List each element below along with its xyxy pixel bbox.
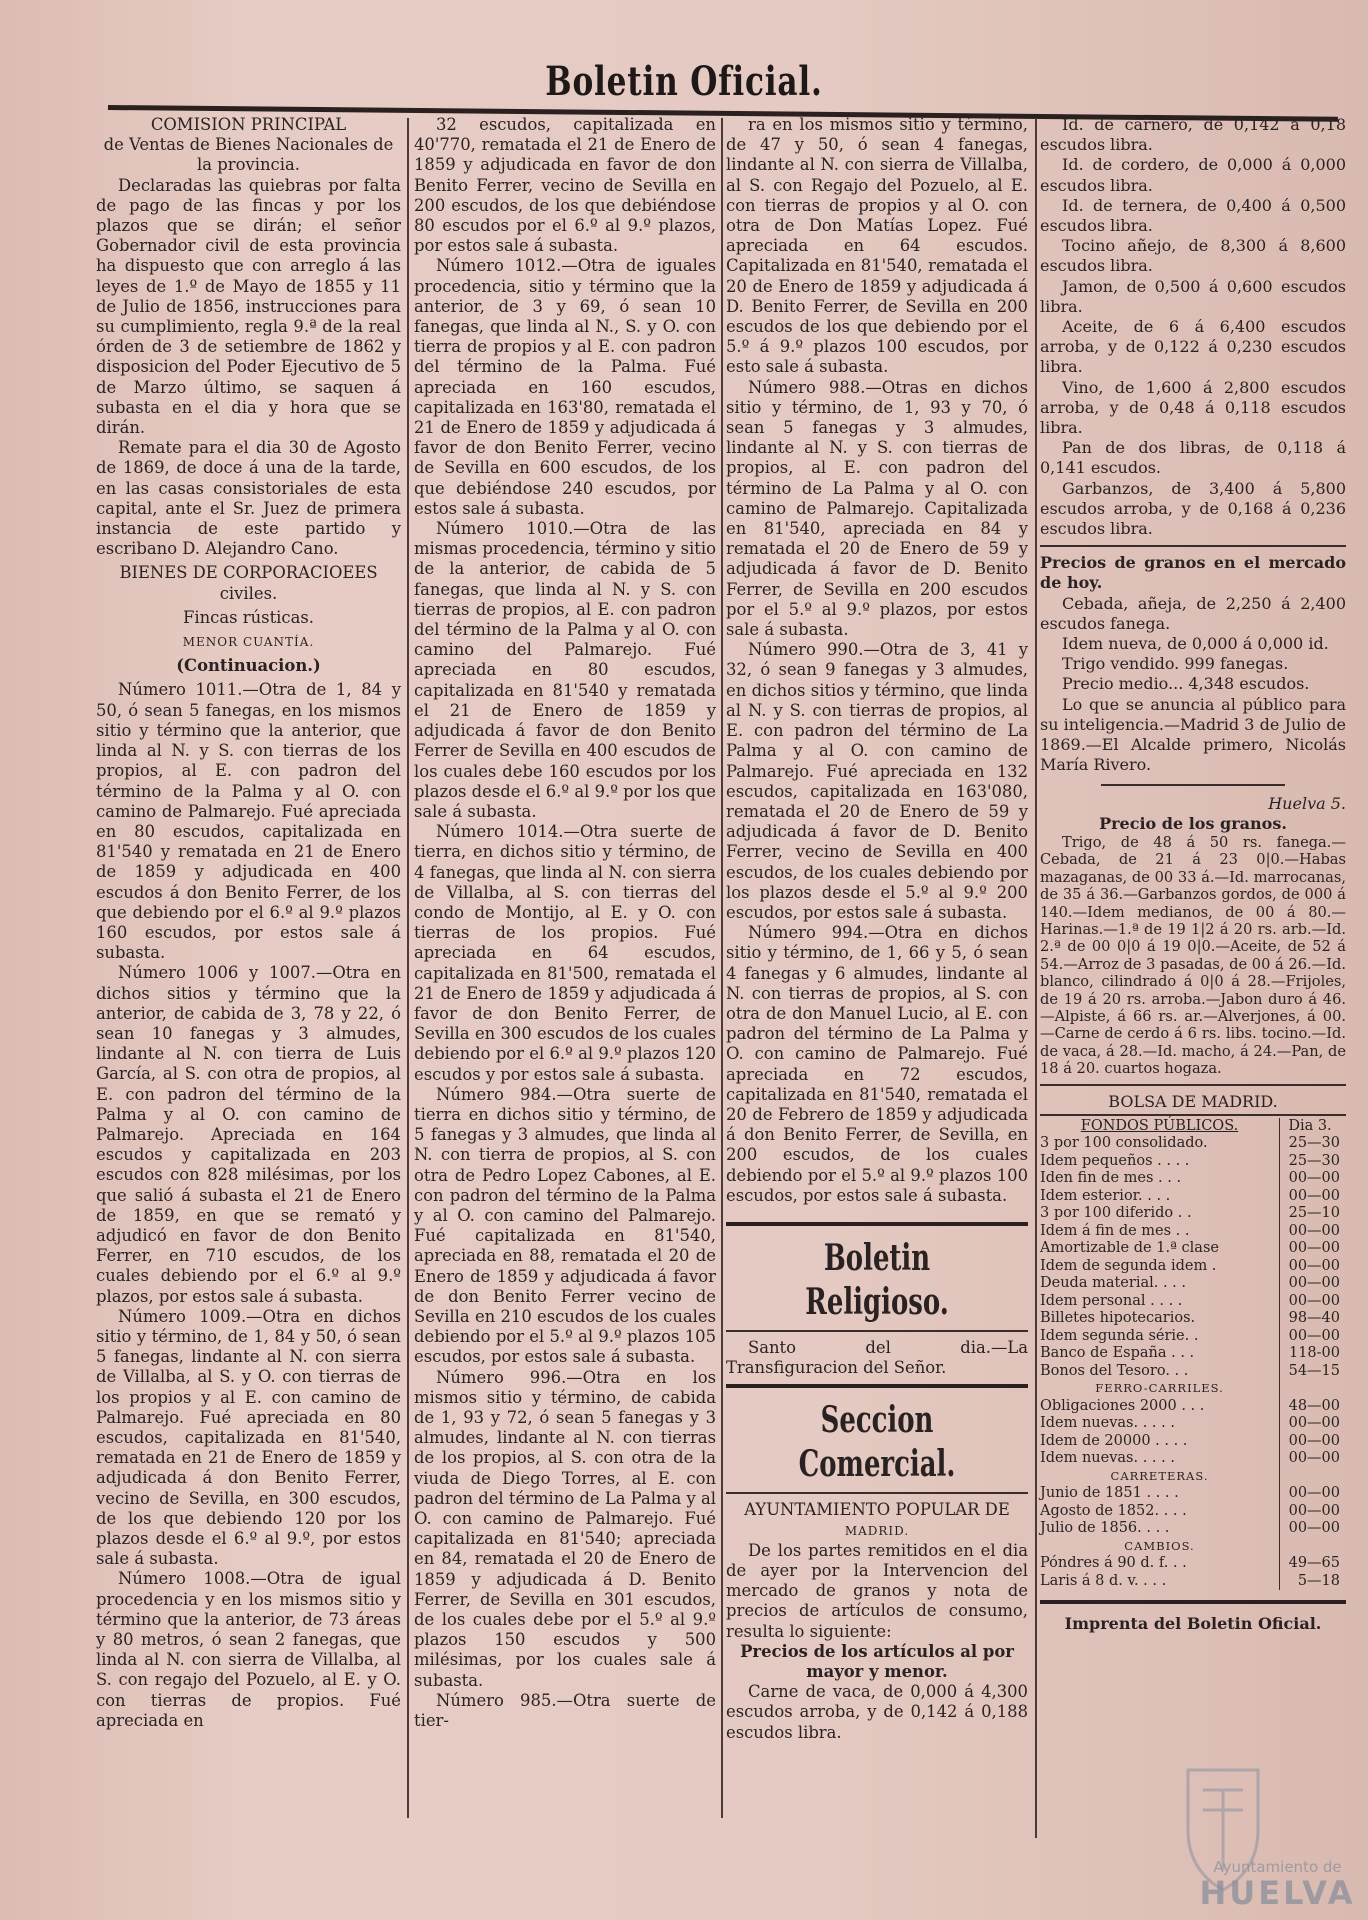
section-subheading: MADRID. (844, 1523, 910, 1538)
section-rule (726, 1222, 1028, 1226)
table-cell: 3 por 100 consolidado. (1040, 1135, 1208, 1152)
section-heading: AYUNTAMIENTO POPULAR DE (744, 1500, 1010, 1520)
table-cell: Amortizable de 1.ª clase (1040, 1240, 1219, 1257)
table-cell: Idem de segunda idem . (1040, 1257, 1217, 1274)
section-rule (726, 1492, 1028, 1494)
watermark-text (1195, 1858, 1360, 1910)
table-cell: 48—00 (1280, 1398, 1347, 1416)
column-1 (96, 115, 401, 1731)
section-heading: BIENES DE CORPORACIOEES civiles. (119, 563, 378, 603)
table-cell (1280, 1538, 1347, 1556)
lot-entry: Número 1006 y 1007.—Otra en dichos sitios y término que la anterior, de cabida de 3, 78 y 22, ó sean 10 fanegas y 3 almudes, lindante al N. con tierra de Luis García, al S. con otra de propios, al E. con padron del término de la Palma y al O. con camino de Palmarejo. Apreciada en 164 escudos y capitalizada en 203 escudos con 828 milésimas, por los que salió á subasta el 21 de Enero de 1859, en que se remató y adjudicó en favor de don Benito Ferrer, en 710 escudos, de los cuales debiendo por el 6.º al 9.º plazos, por estos sale á subasta. (96, 963, 401, 1306)
continuation-heading: (Continuacion.) (176, 656, 321, 676)
table-cell: 49—65 (1280, 1555, 1347, 1573)
bolsa-heading: BOLSA DE MADRID. (1108, 1091, 1278, 1111)
table-cell: 25—30 (1280, 1153, 1347, 1171)
lot-entry: Número 996.—Otra en los mismos sitio y término, de cabida de 1, 93 y 72, ó sean 5 fanegas y 3 almudes, lindante al N. con tierras de los propios, al S. con otra de la viuda de Diego Torres, al E. con padron del término de La Palma y al O. con camino de Palmarejo. Fué capitalizada en 81'540; apreciada en 84, rematada el 20 de Enero de 1859 y adjudicada á D. Benito Ferrer, de Sevilla en 301 escudos, de los cuales debe por el 5.º al 9.º plazos 150 escudos y 500 milésimas, por los cuales sale á subasta. (414, 1367, 716, 1690)
table-cell: 118-00 (1280, 1345, 1347, 1363)
table-row (1040, 1223, 1346, 1241)
watermark-line: Ayuntamiento de (1213, 1858, 1342, 1876)
lot-entry: Número 988.—Otras en dichos sitio y término, de 1, 93 y 70, ó sean 5 fanegas y 3 almudes, lindante al N. y S. con tierras de propios, al E. con padron del término de La Palma y al O. con camino de Palmarejo. Capitalizada en 81'540, apreciada en 84 y rematada el 20 de Enero de 59 y adjudicada á favor de D. Benito Ferrer, de Sevilla en 200 escudos por el 5.º al 9.º plazos, por estos sale á subasta. (726, 377, 1028, 640)
column-divider (721, 118, 723, 1818)
masthead-title: Boletin Oficial. (545, 58, 823, 105)
section-heading: COMISION PRINCIPAL (150, 115, 347, 134)
printer-imprint: Imprenta del Boletin Oficial. (1064, 1614, 1322, 1634)
table-row (1040, 1345, 1346, 1363)
table-cell (1280, 1468, 1347, 1486)
table-cell: Póndres á 90 d. f. . . (1040, 1555, 1187, 1572)
table-row (1040, 1485, 1346, 1503)
price-line: Garbanzos, de 3,400 á 5,800 escudos arroba, y de 0,168 á 0,236 escudos libra. (1040, 478, 1346, 539)
section-rule (726, 1330, 1028, 1332)
lot-entry: 32 escudos, capitalizada en 40'770, rematada el 21 de Enero de 1859 y adjudicada en favor de don Benito Ferrer, vecino de Sevilla en 200 escudos, de los que debiéndose 80 escudos por el 6.º al 9.º plazos, por estos sale á subasta. (414, 115, 716, 256)
table-cell: Idem segunda série. . (1040, 1327, 1199, 1344)
lot-entry: Número 985.—Otra suerte de tier- (414, 1690, 716, 1731)
column-divider (1035, 118, 1037, 1838)
prices-heading: Precios de los artículos al por mayor y menor. (740, 1641, 1014, 1681)
table-row (1040, 1520, 1346, 1538)
paragraph: Lo que se anuncia al público para su inteligencia.—Madrid 3 de Julio de 1869.—El Alcalde primero, Nicolás María Rivero. (1040, 694, 1346, 775)
table-row (1040, 1205, 1346, 1223)
table-cell: 00—00 (1280, 1503, 1347, 1521)
grain-heading: Precio de los granos. (1099, 813, 1287, 833)
table-cell: 25—10 (1280, 1205, 1347, 1223)
lot-entry: Número 990.—Otra de 3, 41 y 32, ó sean 9 fanegas y 3 almudes, en dichos sitios y término, que linda al N. y S. con tierras de propios, al E. con padron del término de La Palma y al O. con camino de Palmarejo. Fué apreciada en 132 escudos, capitalizada en 163'080, rematada el 20 de Enero de 59 y adjudicada á favor de D. Benito Ferrer, vecino de Sevilla en 400 escudos, de los cuales debiendo por los plazos desde el 5.º al 9.º 200 escudos, por estos sale á subasta. (726, 640, 1028, 922)
table-cell: Idem pequeños . . . . (1040, 1152, 1190, 1169)
table-cell: Julio de 1856. . . . (1040, 1520, 1170, 1537)
table-row (1040, 1275, 1346, 1293)
table-row (1040, 1415, 1346, 1433)
table-row (1040, 1573, 1346, 1591)
column-2 (414, 115, 716, 1731)
grain-heading: Precios de granos en el mercado de hoy. (1040, 553, 1346, 593)
table-cell: 00—00 (1280, 1450, 1347, 1468)
lot-entry: Número 1010.—Otra de las mismas procedencia, término y sitio de la anterior, de cabida de 5 fanegas, que linda al N. y S. con tierras de propios, al E. con padron del término de la Palma y al O. con camino del Palmarejo. Fué apreciada en 80 escudos, capitalizada en 81'540 y rematada el 21 de Enero de 1859 y adjudicada á favor de don Benito Ferrer de Sevilla en 400 escudos de los cuales debe 160 escudos por los plazos desde el 6.º al 9.º por los que sale á subasta. (414, 519, 717, 821)
section-subheading: de Ventas de Bienes Nacionales de la provincia. (103, 135, 394, 175)
lot-entry: Número 994.—Otra en dichos sitio y término, de 1, 66 y 5, ó sean 4 fanegas y 6 almudes, lindante al N. con tierras de propios, al S. con otra de don Manuel Lucio, al E. con padron del término de La Palma y O. con camino de Palmarejo. Fué apreciada en 72 escudos, capitalizada en 81'540, rematada el 20 de Febrero de 1859 y adjudicada á don Benito Ferrer, de Sevilla, en 200 escudos, de los cuales debiendo por el 5.º al 9.º plazos 100 escudos, por estos sale á subasta. (726, 923, 1028, 1205)
price-line: Tocino añejo, de 8,300 á 8,600 escudos libra. (1040, 236, 1346, 276)
lot-entry: Número 1014.—Otra suerte de tierra, en dichos sitio y término, de 4 fanegas, que linda al N. con sierra de Villalba, al S. con tierras del condo de Montijo, al E. y O. con tierras de los propios. Fué apreciada en 64 escudos, capitalizada en 81'500, rematada el 21 de Enero de 1859 y adjudicada á favor de don Benito Ferrer, de Sevilla en 300 escudos de los cuales debiendo por el 6.º al 9.º plazos 120 escudos y por estos sale á subasta. (414, 822, 716, 1084)
table-cell: Idem esterior. . . . (1040, 1187, 1171, 1204)
price-line: Precio medio... 4,348 escudos. (1062, 674, 1310, 694)
table-row (1040, 1310, 1346, 1328)
table-row (1040, 1153, 1346, 1171)
table-row (1040, 1240, 1346, 1258)
paragraph: De los partes remitidos en el dia de ayer por la Intervencion del mercado de granos y nota de precios de artículos de consumo, resulta lo siguiente: (726, 1540, 1028, 1641)
section-subheading: MENOR CUANTÍA. (182, 635, 315, 650)
table-row (1040, 1135, 1346, 1153)
price-line: Id. de carnero, de 0,142 á 0,18 escudos libra. (1040, 115, 1346, 155)
table-row (1040, 1363, 1346, 1381)
section-rule (726, 1384, 1028, 1388)
table-cell: Iden fin de mes . . . (1040, 1170, 1182, 1187)
price-line: Carne de vaca, de 0,000 á 4,300 escudos arroba, y de 0,142 á 0,188 escudos libra. (726, 1682, 1028, 1742)
table-subheader-row (1040, 1380, 1346, 1398)
table-cell: Banco de España . . . (1040, 1345, 1195, 1362)
table-row (1040, 1328, 1346, 1346)
price-line: Idem nueva, de 0,000 á 0,000 id. (1062, 634, 1329, 654)
table-cell: Idem á fin de mes . . (1040, 1222, 1190, 1239)
table-row (1040, 1293, 1346, 1311)
table-cell (1280, 1380, 1347, 1398)
comercial-title: Seccion Comercial. (798, 1399, 956, 1486)
table-row (1040, 1258, 1346, 1276)
price-line: Id. de cordero, de 0,000 á 0,000 escudos libra. (1040, 155, 1346, 195)
table-cell: 98—40 (1280, 1310, 1347, 1328)
section-rule (1040, 1600, 1346, 1604)
table-row (1040, 1398, 1346, 1416)
table-cell: 00—00 (1280, 1485, 1347, 1503)
table-cell: 00—00 (1280, 1415, 1347, 1433)
table-row (1040, 1170, 1346, 1188)
table-cell: 00—00 (1280, 1240, 1347, 1258)
table-header-row (1040, 1118, 1346, 1136)
table-cell: 5—18 (1280, 1573, 1347, 1591)
table-row (1040, 1188, 1346, 1206)
lot-entry: Número 984.—Otra suerte de tierra en dichos sitio y término, de 5 fanegas y 3 almudes, que linda al N. con tierra de propios, al S. con otra de Pedro Lopez Cabones, al E. con padron del término de la Palma y al O. con camino del Palmarejo. Fué capitalizada en 81'540, apreciada en 88, rematada el 20 de Enero de 1859 y adjudicada á favor de don Benito Ferrer vecino de Sevilla en 210 escudos de los cuales debiendo por el 5.º al 9.º plazos 105 escudos, por estos sale á subasta. (414, 1084, 716, 1367)
table-row (1040, 1503, 1346, 1521)
lot-entry: Número 1009.—Otra en dichos sitio y término, de 1, 84 y 50, ó sean 5 fanegas, lindante al N. con sierra de Villalba, al S. y O. con tierras de los propios y al E. con camino de Palmarejo. Fué apreciada en 80 escudos, capitalizada en 81'540, rematada en 21 de Enero de 1859 y adjudicada á don Benito Ferrer, vecino de Sevilla, en 300 escudos, de los que debiendo 120 por los plazos desde el 6.º al 9.º, por estos sale á subasta. (96, 1306, 401, 1569)
paragraph: Remate para el dia 30 de Agosto de 1869, de doce á una de la tarde, en las casas consistoriales de esta capital, ante el Sr. Juez de primera instancia de este partido y escribano D. Alejandro Cano. (96, 438, 401, 559)
paragraph: Declaradas las quiebras por falta de pago de las fincas y por los plazos que se dirán; el señor Gobernador civil de esta provincia ha dispuesto que con arreglo á las leyes de 1.º de Mayo de 1855 y 11 de Julio de 1856, instrucciones para su cumplimiento, regla 9.ª de la real órden de 3 de setiembre de 1862 y disposicion del Poder Ejecutivo de 5 de Marzo último, se saquen á subasta en el dia y hora que se dirán. (96, 175, 401, 438)
table-row (1040, 1433, 1346, 1451)
table-cell: Idem nuevas. . . . . (1040, 1415, 1175, 1432)
table-cell: 00—00 (1280, 1223, 1347, 1241)
table-cell: 00—00 (1280, 1258, 1347, 1276)
table-cell: Deuda material. . . . (1040, 1275, 1186, 1292)
table-header: FONDOS PÚBLICOS. (1080, 1117, 1239, 1134)
table-cell: 00—00 (1280, 1170, 1347, 1188)
table-cell: 3 por 100 diferido . . (1040, 1205, 1192, 1222)
watermark-line: HUELVA (1199, 1874, 1356, 1912)
table-row (1040, 1450, 1346, 1468)
price-line: Jamon, de 0,500 á 0,600 escudos libra. (1040, 276, 1346, 316)
price-line: Cebada, añeja, de 2,250 á 2,400 escudos fanega. (1040, 593, 1346, 633)
table-cell: Agosto de 1852. . . . (1040, 1502, 1187, 1519)
price-line: Id. de ternera, de 0,400 á 0,500 escudos libra. (1040, 195, 1346, 236)
table-cell: 00—00 (1280, 1433, 1347, 1451)
column-3 (726, 115, 1028, 1743)
section-rule (1101, 784, 1285, 786)
table-subheader: CAMBIOS. (1124, 1538, 1195, 1553)
table-cell: Junio de 1851 . . . . (1040, 1485, 1179, 1502)
lot-entry: Número 1008.—Otra de igual procedencia y en los mismos sitio y término que la anterior, de 73 áreas y 80 metros, ó sean 2 fanegas, que linda al N. con sierra de Villalba, al S. con regajo del Pozuelo, al E. y O. con tierras de propios. Fué apreciada en (96, 1569, 401, 1730)
table-header: Dia 3. (1280, 1118, 1347, 1136)
table-cell: 00—00 (1280, 1275, 1347, 1293)
table-subheader-row (1040, 1538, 1346, 1556)
table-subheader: FERRO-CARRILES. (1095, 1381, 1224, 1396)
religioso-title: Boletin Religioso. (805, 1236, 949, 1323)
table-cell: 00—00 (1280, 1520, 1347, 1538)
lot-entry: Número 1012.—Otra de iguales procedencia, sitio y término que la anterior, de 3 y 69, ó sean 10 fanegas, que linda al N., S. y O. con tierra de propios y al E. con padron del término de la Palma. Fué apreciada en 160 escudos, capitalizada en 163'80, rematada el 21 de Enero de 1859 y adjudicada á favor de don Benito Ferrer, vecino de Sevilla en 600 escudos, de los que debiéndose 240 escudos, por estos sale á subasta. (414, 256, 716, 518)
table-subheader: CARRETERAS. (1110, 1468, 1209, 1483)
price-line: Trigo vendido. 999 fanegas. (1062, 654, 1289, 674)
price-line: Trigo, de 48 á 50 rs. fanega.—Cebada, de 21 á 23 0|0.—Habas mazaganas, de 00 33 á.—Id. marrocanas, de 35 á 36.—Garbanzos gordos, de 000 á 140.—Idem medianos, de 00 á 80.—Harinas.—1.ª de 19 1|2 á 20 rs. arb.—Id. 2.ª de 00 0|0 á 19 0|0.—Aceite, de 52 á 54.—Arroz de 3 pasadas, de 00 á 26.—Id. blanco, cilindrado á 0|0 á 28.—Frijoles, de 19 á 20 rs. arroba.—Jabon duro á 46.—Alpiste, á 66 rs. ar.—Alverjones, á 00.—Carne de cerdo á 6 rs. libs. tocino.—Id. de vaca, á 28.—Id. macho, á 24.—Pan, de 18 á 20. cuartos hogaza. (1040, 833, 1346, 1078)
column-4 (1040, 115, 1346, 1635)
table-cell: 00—00 (1280, 1293, 1347, 1311)
table-cell: Billetes hipotecarios. (1040, 1310, 1196, 1327)
section-rule (1040, 545, 1346, 547)
price-line: Aceite, de 6 á 6,400 escudos arroba, y de 0,122 á 0,230 escudos libra. (1040, 317, 1346, 377)
table-cell: Idem nuevas. . . . . (1040, 1450, 1175, 1467)
price-line: Vino, de 1,600 á 2,800 escudos arroba, y de 0,48 á 0,118 escudos libra. (1040, 377, 1346, 438)
table-cell: 00—00 (1280, 1188, 1347, 1206)
table-cell: Obligaciones 2000 . . . (1040, 1397, 1205, 1414)
lot-entry: Número 1011.—Otra de 1, 84 y 50, ó sean 5 fanegas, en los mismos sitio y término que la anterior, que linda al N. y S. con tierras de los propios, al E. con padron del término de la Palma y al O. con camino de Palmarejo. Fué apreciada en 80 escudos, capitalizada en 81'540 y rematada en 21 de Enero de 1859 y adjudicada en 400 escudos á don Benito Ferrer, de los que debiendo por el 6.º al 9.º plazos 160 escudos, por estos sale á subasta. (96, 680, 401, 963)
section-rule (1040, 1084, 1346, 1086)
table-cell: 54—15 (1280, 1363, 1347, 1381)
table-cell: Idem de 20000 . . . . (1040, 1432, 1188, 1449)
column-divider (407, 118, 409, 1818)
table-cell: Idem personal . . . . (1040, 1292, 1183, 1309)
table-cell: Bonos del Tesoro. . . (1040, 1362, 1189, 1379)
table-row (1040, 1555, 1346, 1573)
bolsa-table (1040, 1118, 1346, 1591)
table-subheader-row (1040, 1468, 1346, 1486)
paragraph: Santo del dia.—La Transfiguracion del Señor. (726, 1337, 1028, 1378)
table-cell: 25—30 (1280, 1135, 1347, 1153)
lot-entry: ra en los mismos sitio y término, de 47 y 50, ó sean 4 fanegas, lindante al N. con sierra de Villalba, al S. con Regajo del Pozuelo, al E. con tierras de propios y al O. con otra de Don Matías Lopez. Fué apreciada en 64 escudos. Capitalizada en 81'540, rematada el 20 de Enero de 1859 y adjudicada á D. Benito Ferrer, de Sevilla en 200 escudos de los que debiendo por el 5.º á 9.º plazos 100 escudos, por esto sale á subasta. (726, 115, 1028, 377)
table-cell: 00—00 (1280, 1328, 1347, 1346)
section-subheading: Fincas rústicas. (183, 607, 314, 627)
table-cell: Laris á 8 d. v. . . . (1040, 1572, 1167, 1589)
price-line: Pan de dos libras, de 0,118 á 0,141 escudos. (1040, 438, 1346, 478)
section-rule (1040, 1114, 1346, 1116)
dateline: Huelva 5. (1268, 793, 1346, 813)
